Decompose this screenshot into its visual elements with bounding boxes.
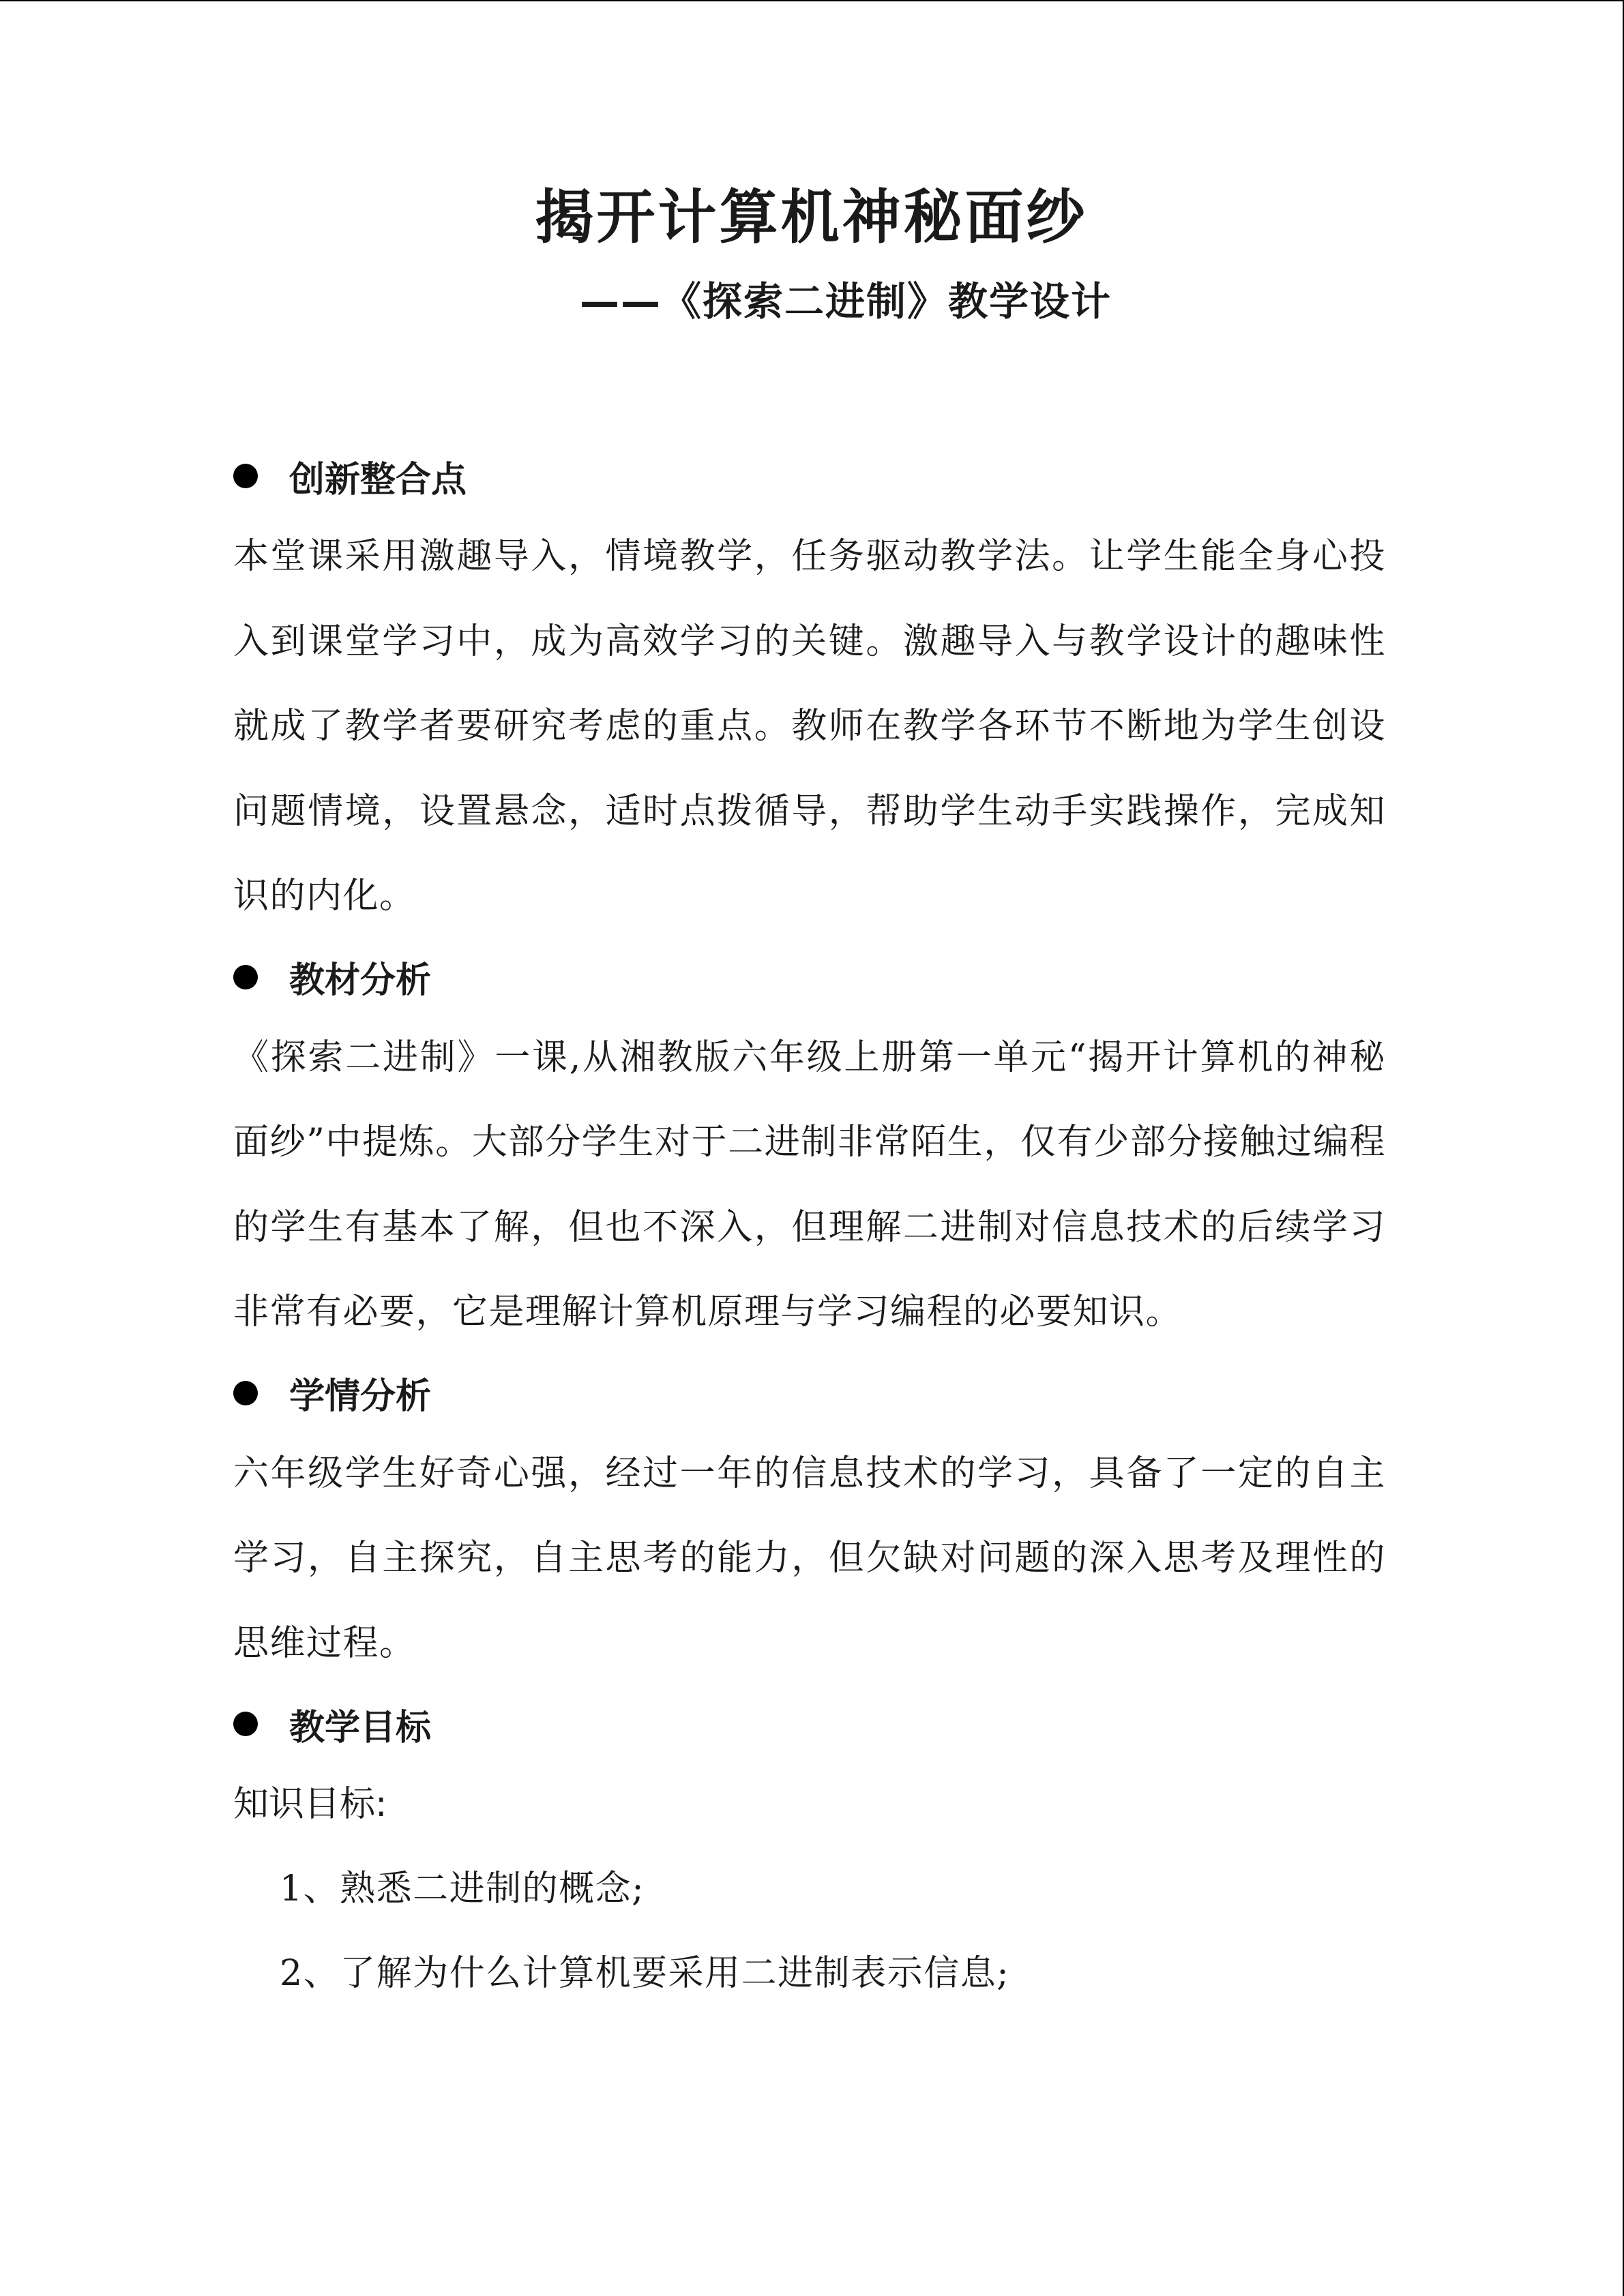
section-paragraph: 六年级学生好奇心强，经过一年的信息技术的学习，具备了一定的自主学习，自主探究，自主思考的能力，但欠缺对问题的深入思考及理性的思维过程。 — [233, 1452, 1386, 1664]
section-textbook-analysis — [233, 939, 1386, 1355]
knowledge-goals-label: 知识目标: — [233, 1784, 387, 1825]
section-teaching-goals — [233, 1686, 1386, 2016]
bullet-icon — [233, 1712, 258, 1736]
section-heading-text: 教材分析 — [289, 960, 432, 1001]
bullet-icon — [233, 464, 258, 488]
document-body — [233, 438, 1386, 2016]
section-paragraph: 《探索二进制》一课,从湘教版六年级上册第一单元“揭开计算机的神秘面纱”中提炼。大部分学生对于二进制非常陌生，仅有少部分接触过编程的学生有基本了解，但也不深入，但理解二进制对信息技术的后续学习非常有必要，它是理解计算机原理与学习编程的必要知识。 — [233, 1037, 1386, 1332]
bullet-icon — [233, 965, 258, 989]
section-heading — [233, 1355, 1386, 1431]
bullet-icon — [233, 1381, 258, 1405]
goal-item: 2、了解为什么计算机要采用二进制表示信息; — [280, 1953, 1010, 1994]
section-heading — [233, 939, 1386, 1015]
goal-item: 1、熟悉二进制的概念; — [280, 1868, 645, 1909]
document-title: 揭开计算机神秘面纱 — [535, 183, 1088, 252]
section-heading — [233, 1686, 1386, 1762]
section-paragraph: 本堂课采用激趣导入，情境教学，任务驱动教学法。让学生能全身心投入到课堂学习中，成为高效学习的关键。激趣导入与教学设计的趣味性就成了教学者要研究考虑的重点。教师在教学各环节不断地为学生创设问题情境，设置悬念，适时点拨循导，帮助学生动手实践操作，完成知识的内化。 — [233, 536, 1386, 916]
section-heading — [233, 438, 1386, 514]
section-innovation — [233, 438, 1386, 939]
section-heading-text: 学情分析 — [289, 1376, 432, 1417]
section-student-analysis — [233, 1355, 1386, 1686]
section-heading-text: 创新整合点 — [289, 459, 467, 501]
section-heading-text: 教学目标 — [289, 1707, 432, 1748]
document-subtitle: ——《探索二进制》教学设计 — [580, 278, 1112, 325]
